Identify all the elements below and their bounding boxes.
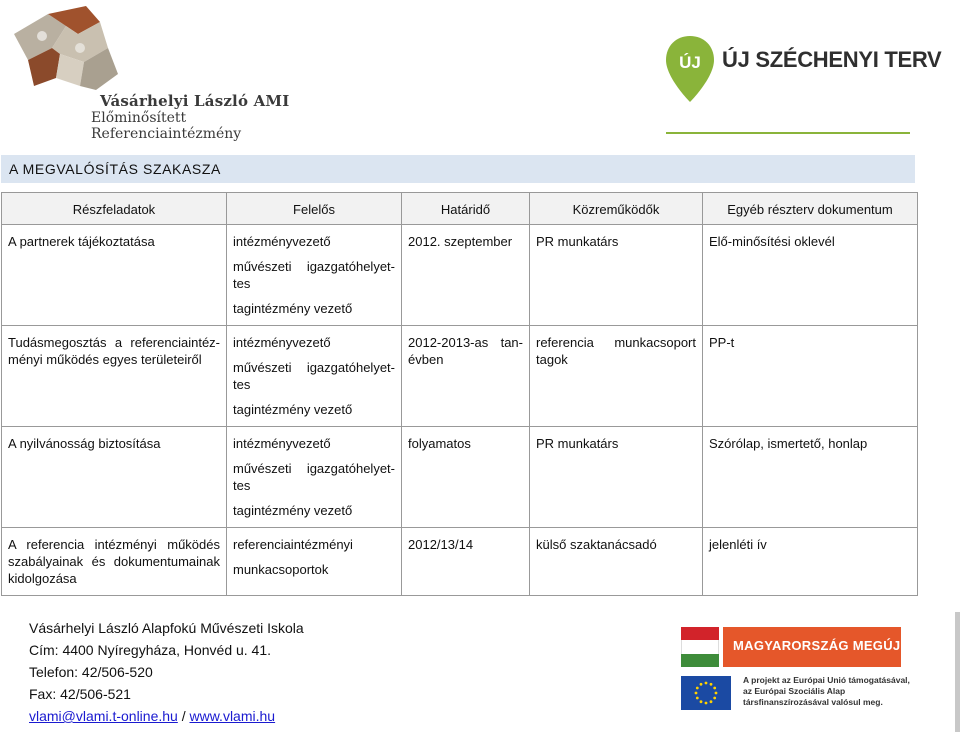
- responsible-line: intézményvezető: [233, 436, 331, 451]
- banner-strip: [723, 627, 919, 667]
- szechenyi-logo: [664, 34, 942, 134]
- cell-deadline: 2012. szeptember: [402, 225, 530, 326]
- responsible-line: munkacsoportok: [233, 562, 329, 577]
- cell-contributors: külső szaktanácsadó: [530, 528, 703, 596]
- cell-responsible: [227, 528, 402, 596]
- website-link[interactable]: www.vlami.hu: [189, 708, 276, 724]
- fax: Fax: 42/506-521: [29, 686, 131, 702]
- school-logo: [8, 4, 338, 142]
- link-separator: /: [181, 708, 186, 724]
- cell-responsible: [227, 326, 402, 427]
- responsible-line: referenciaintézményi: [233, 537, 353, 552]
- puzzle-logo-icon: [8, 4, 128, 96]
- eu-note-line: társfinanszírozásával valósul meg.: [743, 697, 883, 707]
- address: Cím: 4400 Nyíregyháza, Honvéd u. 41.: [29, 642, 272, 658]
- phone: Telefon: 42/506-520: [29, 664, 153, 680]
- header-cell-document: Egyéb részterv dokumentum: [703, 193, 918, 225]
- magyarorszag-megujul-banner: [681, 627, 919, 667]
- responsible-line: intézményvezető: [233, 234, 331, 249]
- cell-task: Tudásmegosztás a referenciaintéz-ményi működés egyes területeiről: [2, 326, 227, 427]
- location-pin-icon: [664, 34, 716, 104]
- email-link[interactable]: vlami@vlami.t-online.hu: [29, 708, 178, 724]
- logo-title: Vásárhelyi László AMI: [100, 92, 290, 110]
- cell-deadline: 2012-2013-as tan-évben: [402, 326, 530, 427]
- cell-document: PP-t: [703, 326, 918, 427]
- eu-note-line: az Európai Szociális Alap: [743, 686, 846, 696]
- eu-note-line: A projekt az Európai Unió támogatásával,: [743, 675, 910, 685]
- table-row: [2, 528, 918, 596]
- cell-task: A referencia intézményi működés szabályainak és dokumentumainak kidolgozása: [2, 528, 227, 596]
- cell-responsible: [227, 427, 402, 528]
- responsible-line: művészeti igazgatóhelyet-tes: [233, 259, 395, 291]
- footer-contact: [29, 617, 304, 727]
- header-cell-contributors: Közreműködők: [530, 193, 703, 225]
- cell-task: A nyilvánosság biztosítása: [2, 427, 227, 528]
- cell-document: Elő-minősítési oklevél: [703, 225, 918, 326]
- school-name: Vásárhelyi László Alapfokú Művészeti Iskola: [29, 620, 304, 636]
- table-row: [2, 225, 918, 326]
- section-header: [1, 155, 915, 183]
- section-title: A MEGVALÓSÍTÁS SZAKASZA: [9, 161, 221, 177]
- links-line: [29, 705, 304, 727]
- header-cell-task: Részfeladatok: [2, 193, 227, 225]
- responsible-line: művészeti igazgatóhelyet-tes: [233, 461, 395, 493]
- cell-contributors: PR munkatárs: [530, 427, 703, 528]
- eu-flag-icon: [681, 676, 731, 710]
- cell-document: Szórólap, ismertető, honlap: [703, 427, 918, 528]
- page-edge-shadow: [955, 612, 960, 732]
- cell-task: A partnerek tájékoztatása: [2, 225, 227, 326]
- responsible-line: tagintézmény vezető: [233, 503, 353, 518]
- responsible-line: intézményvezető: [233, 335, 331, 350]
- cell-contributors: referencia munkacsoport tagok: [530, 326, 703, 427]
- table-header-row: [2, 193, 918, 225]
- cell-contributors: PR munkatárs: [530, 225, 703, 326]
- cell-deadline: folyamatos: [402, 427, 530, 528]
- header-cell-responsible: Felelős: [227, 193, 402, 225]
- hungarian-flag-icon: [681, 627, 719, 667]
- banner-text: MAGYARORSZÁG MEGÚJUL: [733, 638, 919, 653]
- header-cell-deadline: Határidő: [402, 193, 530, 225]
- responsible-line: művészeti igazgatóhelyet-tes: [233, 360, 395, 392]
- eu-funding-note: [743, 675, 910, 708]
- pin-text: ÚJ: [679, 53, 701, 72]
- cell-deadline: 2012/13/14: [402, 528, 530, 596]
- responsible-line: tagintézmény vezető: [233, 402, 353, 417]
- cell-responsible: [227, 225, 402, 326]
- logo-subtitle: Előminősített Referenciaintézmény: [91, 110, 242, 142]
- table-row: [2, 326, 918, 427]
- brand-name: ÚJ SZÉCHENYI TERV: [722, 47, 942, 72]
- implementation-table: [1, 192, 918, 596]
- responsible-line: tagintézmény vezető: [233, 301, 353, 316]
- table-row: [2, 427, 918, 528]
- cell-document: jelenléti ív: [703, 528, 918, 596]
- brand-underline: [666, 132, 910, 134]
